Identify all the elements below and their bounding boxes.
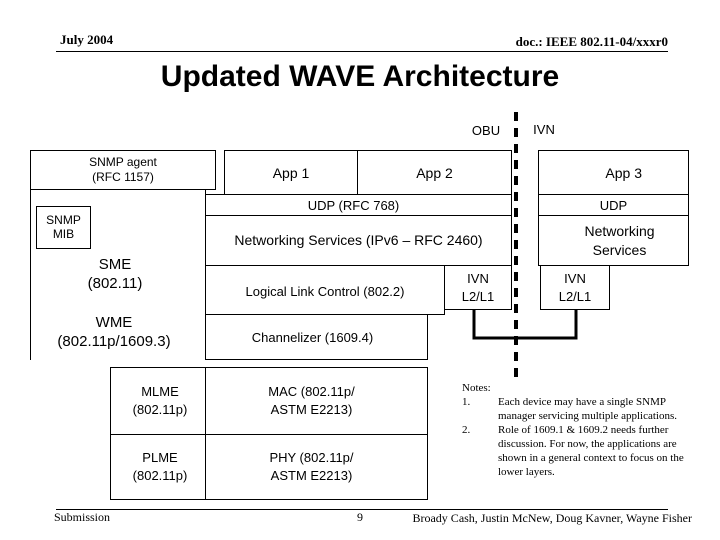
notes	[462, 381, 702, 480]
ivn-l2l1-right-label: IVN L2/L1	[558, 270, 592, 304]
snmp-mib-label: SNMP MIB	[46, 212, 81, 241]
ivn-l2l1-left-label: IVN L2/L1	[461, 270, 495, 304]
obu-label: OBU	[471, 123, 501, 138]
networking-ipv6-box	[205, 215, 512, 266]
note-text: Each device may have a single SNMP manager servicing multiple applications.	[498, 396, 678, 423]
footer-authors: Broady Cash, Justin McNew, Doug Kavner, Wayne Fisher	[412, 511, 692, 525]
udp-label: UDP	[599, 197, 628, 213]
note-item	[462, 395, 702, 423]
footer-submission: Submission	[54, 510, 111, 524]
udp-rfc-label: UDP (RFC 768)	[307, 197, 400, 213]
ivn-l2l1-left-box	[444, 265, 512, 310]
mlme-label: MLME (802.11p)	[132, 383, 188, 417]
ivn-bus-line	[474, 310, 576, 338]
app-3-box	[538, 150, 689, 195]
networking-services-label: Networking Services	[584, 222, 655, 258]
sme-label: SME (802.11)	[87, 256, 143, 292]
wme-label: WME (802.11p/1609.3)	[57, 314, 171, 350]
snmp-agent-label: SNMP agent (RFC 1157)	[89, 155, 157, 184]
udp-rfc-box	[205, 194, 512, 216]
mac-box	[205, 367, 428, 435]
networking-services-box	[538, 215, 689, 266]
app-2-box	[357, 150, 512, 195]
snmp-agent-box	[30, 150, 216, 190]
mac-label: MAC (802.11p/ ASTM E2213)	[268, 383, 355, 417]
channelizer-box	[205, 314, 428, 360]
phy-box	[205, 434, 428, 500]
note-number: 1.	[462, 396, 471, 409]
mlme-box	[110, 367, 206, 435]
app-3-label: App 3	[605, 165, 642, 181]
plme-box	[110, 434, 206, 500]
udp-box	[538, 194, 689, 216]
snmp-mib-box	[36, 206, 91, 249]
plme-label: PLME (802.11p)	[132, 449, 188, 483]
channelizer-label: Channelizer (1609.4)	[251, 329, 374, 345]
app-1-label: App 1	[272, 165, 310, 181]
note-number: 2.	[462, 424, 471, 437]
ivn-label: IVN	[533, 122, 555, 137]
header-doc-id: doc.: IEEE 802.11-04/xxxr0	[515, 34, 668, 49]
llc-label: Logical Link Control (802.2)	[245, 283, 405, 299]
llc-box	[205, 265, 445, 315]
phy-label: PHY (802.11p/ ASTM E2213)	[269, 449, 354, 483]
app-1-box	[224, 150, 358, 195]
header-date: July 2004	[60, 32, 114, 47]
page-title: Updated WAVE Architecture	[160, 60, 560, 93]
ivn-l2l1-right-box	[540, 265, 610, 310]
note-text: Role of 1609.1 & 1609.2 needs further discussion. For now, the applications are shown in a general context to focus on the lower layers.	[498, 424, 684, 479]
networking-ipv6-label: Networking Services (IPv6 – RFC 2460)	[234, 232, 483, 248]
footer-page-number: 9	[357, 510, 363, 524]
app-2-label: App 2	[416, 165, 453, 181]
notes-heading: Notes:	[462, 382, 491, 394]
note-item	[462, 423, 702, 479]
